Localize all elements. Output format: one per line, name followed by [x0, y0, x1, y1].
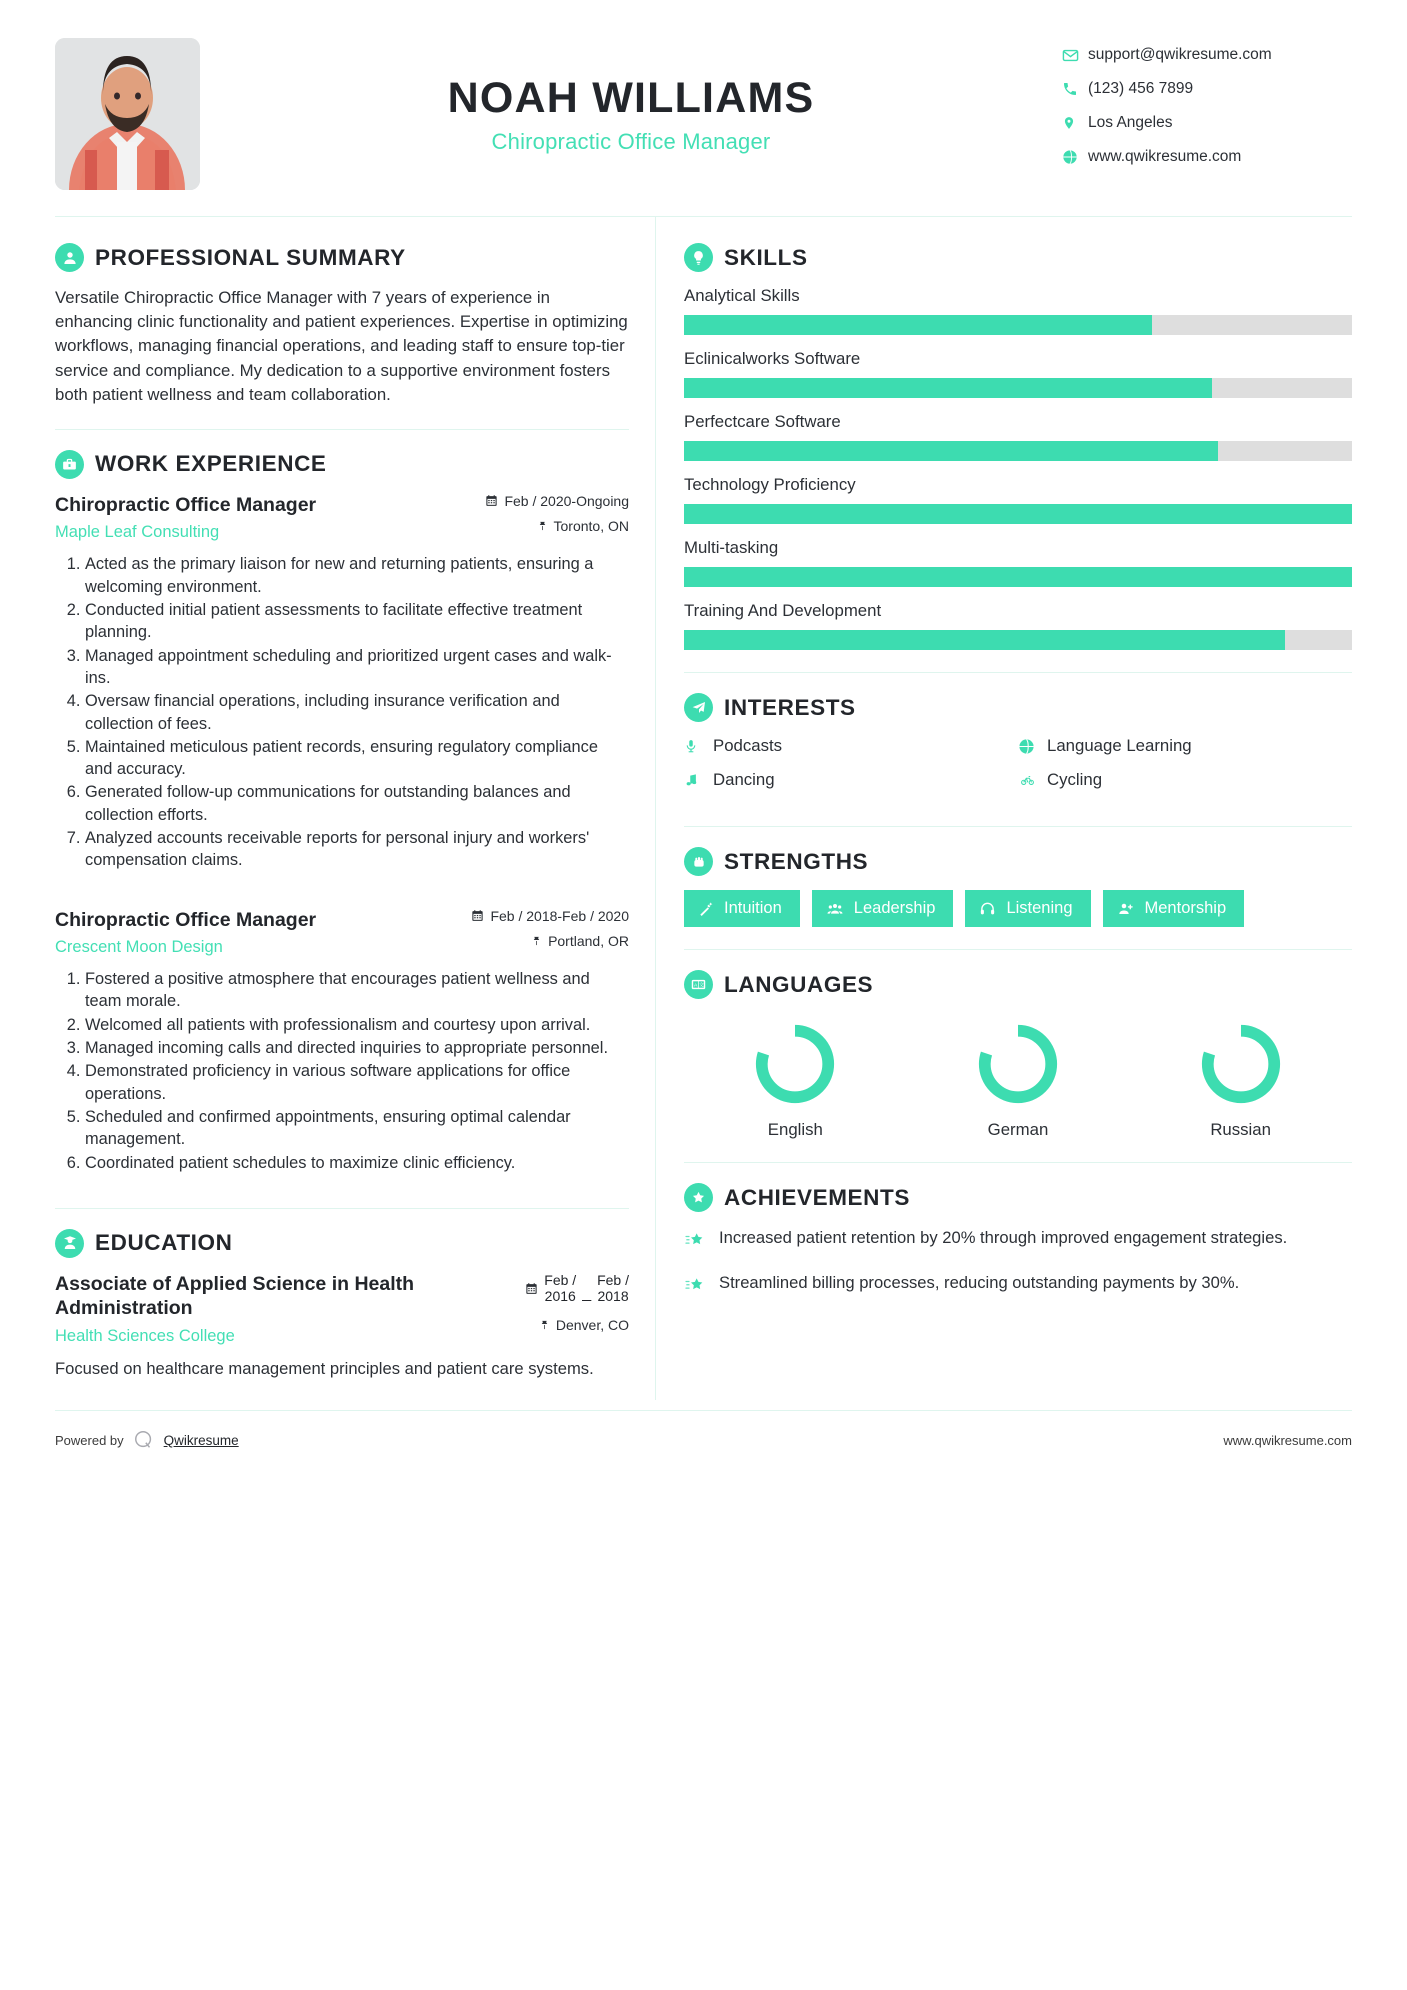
- skill-item: [684, 601, 1352, 650]
- section-header: [684, 1183, 1352, 1212]
- bullet: 6. Generated follow-up communications for outstanding balances and collection efforts.: [85, 781, 629, 826]
- bicycle-icon: [1018, 773, 1038, 787]
- music-note-icon: [684, 772, 704, 788]
- strength-chip: [812, 890, 954, 927]
- interest-item: [1018, 736, 1352, 756]
- job-company: Maple Leaf Consulting: [55, 523, 220, 542]
- resume-header: [0, 0, 1407, 190]
- job-location: [485, 518, 629, 534]
- job-date: [485, 493, 629, 509]
- strength-label: Intuition: [724, 899, 782, 917]
- contact-location-value: Los Angeles: [1088, 114, 1173, 131]
- skill-bar-fill: [684, 567, 1352, 587]
- skill-label: Technology Proficiency: [684, 475, 856, 494]
- experience-item: [55, 908, 629, 1174]
- education-end-year: 2018: [597, 1288, 629, 1305]
- section-strengths: [684, 847, 1352, 927]
- location-pin-icon: [1062, 114, 1088, 132]
- calendar-icon: [525, 1282, 538, 1295]
- brand-link[interactable]: Qwikresume: [163, 1432, 239, 1448]
- achievement-item: [684, 1226, 1352, 1255]
- map-pin-icon: [537, 519, 548, 532]
- languages-list: [684, 1013, 1352, 1140]
- job-title: Chiropractic Office Manager: [491, 129, 771, 155]
- education-description: Focused on healthcare management principles and patient care systems.: [55, 1358, 594, 1378]
- envelope-icon: [1062, 47, 1088, 64]
- microphone-icon: [684, 738, 704, 754]
- interest-label: Podcasts: [713, 736, 783, 755]
- section-title: WORK EXPERIENCE: [95, 451, 327, 477]
- skill-bar-fill: [684, 315, 1152, 335]
- education-end-month: Feb /: [597, 1271, 629, 1288]
- powered-by: [55, 1429, 239, 1451]
- language-card-icon: [684, 970, 713, 999]
- skill-bar-track: [684, 504, 1352, 524]
- globe-icon: [1062, 149, 1088, 165]
- star-shine-icon: [684, 1226, 708, 1255]
- job-company: Crescent Moon Design: [55, 938, 223, 957]
- skill-item: [684, 475, 1352, 524]
- section-professional-summary: [55, 243, 629, 407]
- strength-chip: [1103, 890, 1245, 927]
- skill-bar-track: [684, 315, 1352, 335]
- bullet: 1. Fostered a positive atmosphere that encourages patient wellness and team morale.: [85, 968, 629, 1013]
- divider: [684, 1162, 1352, 1163]
- contact-email-value: support@qwikresume.com: [1088, 46, 1272, 63]
- section-title: EDUCATION: [95, 1230, 233, 1256]
- user-plus-icon: [1117, 901, 1135, 917]
- skill-item: [684, 286, 1352, 335]
- interest-item: [684, 736, 1018, 756]
- section-title: LANGUAGES: [724, 971, 874, 997]
- language-item: [975, 1021, 1061, 1140]
- language-donut: [752, 1021, 838, 1107]
- lightbulb-icon: [684, 243, 713, 272]
- education-degree: Associate of Applied Science in Health Administration: [55, 1272, 415, 1320]
- language-donut: [975, 1021, 1061, 1107]
- job-date-value: Feb / 2018-Feb / 2020: [490, 907, 629, 924]
- interests-list: [684, 736, 1352, 804]
- skill-bar-fill: [684, 441, 1218, 461]
- page-title: NOAH WILLIAMS: [447, 74, 815, 122]
- strength-label: Listening: [1006, 899, 1073, 917]
- skill-label: Eclinicalworks Software: [684, 349, 861, 368]
- skill-item: [684, 349, 1352, 398]
- skill-label: Multi-tasking: [684, 538, 779, 557]
- divider: [55, 429, 629, 430]
- right-column: [655, 217, 1352, 1400]
- strength-label: Mentorship: [1144, 899, 1227, 917]
- education-start-year: 2016: [544, 1288, 576, 1305]
- language-label: Russian: [1210, 1120, 1271, 1139]
- experience-item: [55, 493, 629, 872]
- contact-phone[interactable]: [1062, 80, 1352, 98]
- bullet: 6. Coordinated patient schedules to maximize clinic efficiency.: [85, 1152, 629, 1174]
- section-title: INTERESTS: [724, 694, 856, 720]
- section-header: [684, 243, 1352, 272]
- education-location-value: Denver, CO: [555, 1316, 629, 1333]
- phone-icon: [1062, 81, 1088, 97]
- section-header: [684, 693, 1352, 722]
- bullet: 3. Managed incoming calls and directed inquiries to appropriate personnel.: [85, 1037, 629, 1059]
- skill-label: Analytical Skills: [684, 286, 800, 305]
- skill-bar-track: [684, 630, 1352, 650]
- briefcase-icon: [55, 450, 84, 479]
- bullet: 5. Maintained meticulous patient records, ensuring regulatory compliance and accuracy.: [85, 736, 629, 781]
- education-date: [525, 1272, 629, 1305]
- strengths-list: [684, 890, 1352, 927]
- interest-label: Cycling: [1047, 770, 1103, 789]
- section-education: [55, 1229, 629, 1380]
- svg-text:文: 文: [698, 983, 704, 989]
- resume-body: [0, 217, 1407, 1400]
- headphones-icon: [979, 901, 996, 917]
- globe-language-icon: [1018, 738, 1038, 755]
- interest-item: [684, 770, 1018, 790]
- job-date: [471, 908, 629, 924]
- map-pin-icon: [539, 1318, 550, 1331]
- skill-item: [684, 538, 1352, 587]
- footer-url[interactable]: www.qwikresume.com: [1223, 1432, 1352, 1448]
- strength-chip: [965, 890, 1090, 927]
- divider: [55, 1208, 629, 1209]
- skill-label: Perfectcare Software: [684, 412, 841, 431]
- skill-bar-fill: [684, 504, 1352, 524]
- job-location-value: Toronto, ON: [553, 517, 629, 534]
- paper-plane-icon: [684, 693, 713, 722]
- interest-item: [1018, 770, 1352, 790]
- section-header: [684, 970, 1352, 999]
- section-title: SKILLS: [724, 244, 808, 270]
- user-circle-icon: [55, 243, 84, 272]
- language-donut: [1198, 1021, 1284, 1107]
- bullet: 2. Conducted initial patient assessments to facilitate effective treatment planning.: [85, 599, 629, 644]
- powered-by-label: Powered by: [55, 1432, 124, 1448]
- section-achievements: [684, 1183, 1352, 1300]
- resume-footer: [0, 1411, 1407, 1477]
- contact-website-value: www.qwikresume.com: [1088, 148, 1242, 165]
- magic-wand-icon: [698, 901, 714, 917]
- skill-bar-track: [684, 567, 1352, 587]
- education-date-end: [597, 1272, 629, 1305]
- skill-label: Training And Development: [684, 601, 882, 620]
- bullet: 3. Managed appointment scheduling and prioritized urgent cases and walk-ins.: [85, 645, 629, 690]
- name-block: [200, 38, 1052, 155]
- section-header: [55, 450, 629, 479]
- graduate-icon: [55, 1229, 84, 1258]
- date-separator: _: [582, 1284, 592, 1302]
- achievement-item: [684, 1271, 1352, 1300]
- divider: [684, 826, 1352, 827]
- bullet: 4. Oversaw financial operations, including insurance verification and collection of fees.: [85, 690, 629, 735]
- calendar-icon: [471, 909, 484, 922]
- divider: [684, 949, 1352, 950]
- bullet: 2. Welcomed all patients with professionalism and courtesy upon arrival.: [85, 1014, 629, 1036]
- interest-label: Language Learning: [1047, 736, 1192, 755]
- avatar-photo: [55, 38, 200, 190]
- education-date-start: [544, 1272, 576, 1305]
- section-title: STRENGTHS: [724, 848, 869, 874]
- fist-icon: [684, 847, 713, 876]
- skill-bar-fill: [684, 378, 1212, 398]
- section-skills: [684, 243, 1352, 650]
- contact-location: [1062, 114, 1352, 132]
- skill-bar-track: [684, 441, 1352, 461]
- bullet: 7. Analyzed accounts receivable reports for personal injury and workers' compensation claims.: [85, 827, 629, 872]
- language-item: [1198, 1021, 1284, 1140]
- contact-phone-value: (123) 456 7899: [1088, 80, 1194, 97]
- skill-bar-fill: [684, 630, 1285, 650]
- achievement-text: Increased patient retention by 20% through improved engagement strategies.: [719, 1228, 1288, 1247]
- language-label: German: [987, 1120, 1049, 1139]
- section-header: [55, 1229, 629, 1258]
- job-location: [471, 933, 629, 949]
- section-title: PROFESSIONAL SUMMARY: [95, 244, 406, 270]
- education-school: Health Sciences College: [55, 1326, 235, 1345]
- map-pin-icon: [531, 934, 542, 947]
- left-column: [55, 217, 655, 1400]
- language-label: English: [767, 1120, 823, 1139]
- job-date-value: Feb / 2020-Ongoing: [504, 492, 629, 509]
- skill-item: [684, 412, 1352, 461]
- bullet: 5. Scheduled and confirmed appointments, ensuring optimal calendar management.: [85, 1106, 629, 1151]
- section-header: [55, 243, 629, 272]
- contact-email[interactable]: [1062, 46, 1352, 64]
- section-interests: [684, 693, 1352, 804]
- education-start-month: Feb /: [544, 1271, 577, 1288]
- star-badge-icon: [684, 1183, 713, 1212]
- interest-label: Dancing: [713, 770, 775, 789]
- bullet: 4. Demonstrated proficiency in various software applications for office operations.: [85, 1060, 629, 1105]
- users-group-icon: [826, 901, 844, 917]
- contact-website[interactable]: [1062, 148, 1352, 166]
- job-position: Chiropractic Office Manager: [55, 493, 317, 516]
- section-header: [684, 847, 1352, 876]
- section-title: ACHIEVEMENTS: [724, 1184, 910, 1210]
- job-position: Chiropractic Office Manager: [55, 908, 317, 931]
- summary-text: Versatile Chiropractic Office Manager with 7 years of experience in enhancing clinic functionality and patient experiences. Expertise in optimizing workflows, managing financial operations, and leading staff to ensure top-tier service and compliance. My dedication to a supportive environment fosters both patient wellness and team collaboration.: [55, 288, 628, 404]
- bullet: 1. Acted as the primary liaison for new and returning patients, ensuring a welcoming environment.: [85, 553, 629, 598]
- star-shine-icon: [684, 1271, 708, 1300]
- qwikresume-logo-icon: [133, 1429, 155, 1451]
- svg-text:A: A: [694, 983, 698, 989]
- section-languages: [684, 970, 1352, 1140]
- skill-bar-track: [684, 378, 1352, 398]
- strength-chip: [684, 890, 800, 927]
- avatar: [55, 38, 200, 190]
- contact-list: [1052, 38, 1352, 182]
- education-location: [525, 1317, 629, 1333]
- divider: [684, 672, 1352, 673]
- calendar-icon: [485, 494, 498, 507]
- job-bullets: [55, 968, 629, 1174]
- job-bullets: [55, 553, 629, 871]
- language-item: [752, 1021, 838, 1140]
- strength-label: Leadership: [853, 899, 936, 917]
- job-location-value: Portland, OR: [548, 932, 629, 949]
- section-work-experience: [55, 450, 629, 1174]
- achievement-text: Streamlined billing processes, reducing outstanding payments by 30%.: [719, 1273, 1240, 1292]
